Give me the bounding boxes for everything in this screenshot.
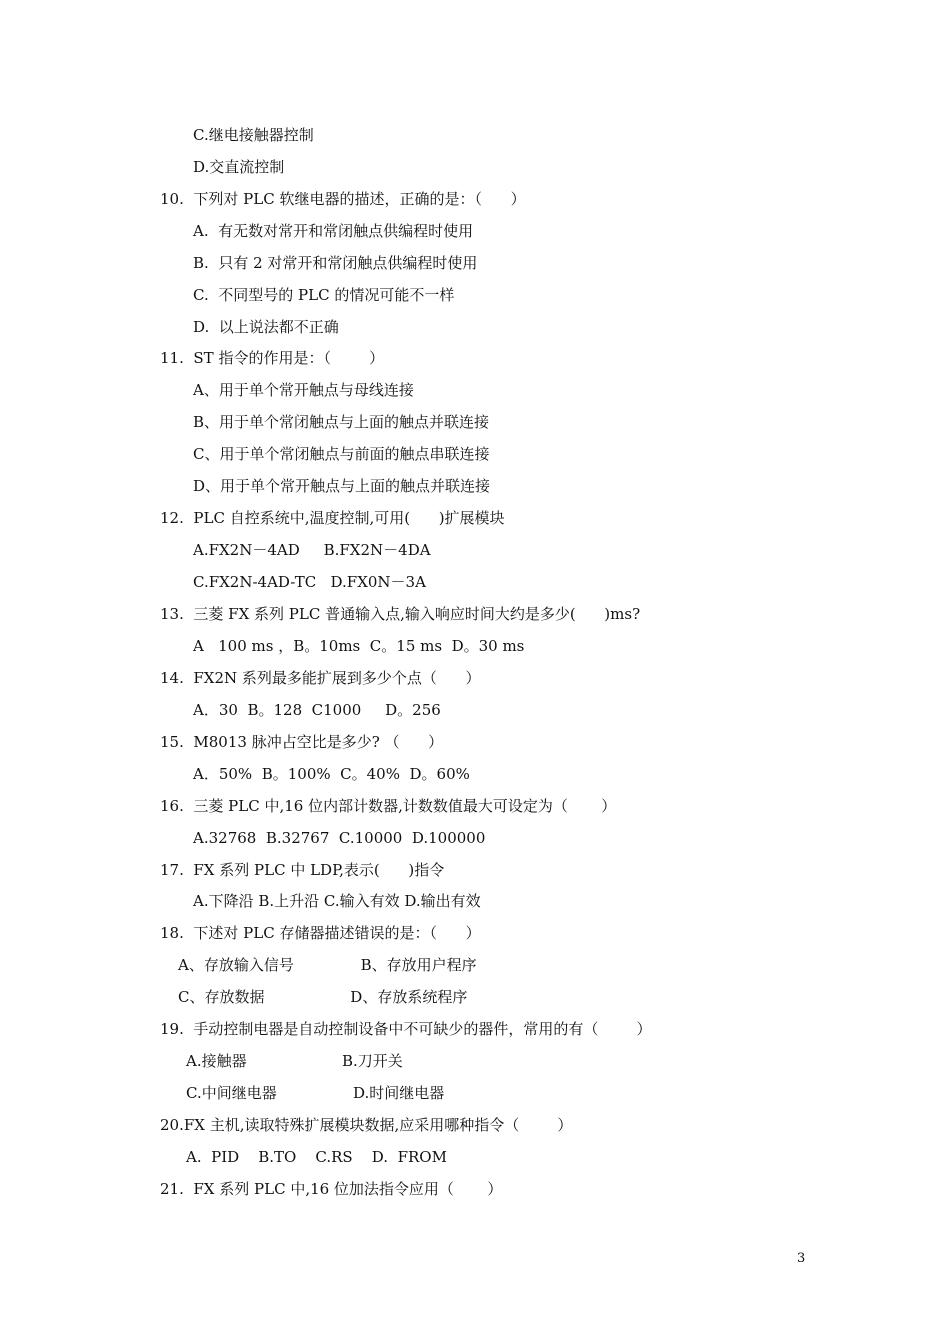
- option-line: A.32768 B.32767 C.10000 D.100000: [193, 829, 486, 847]
- option-line: D. 以上说法都不正确: [193, 318, 339, 336]
- option-line: A.下降沿 B.上升沿 C.输入有效 D.输出有效: [193, 892, 481, 910]
- option-line: A．50% B。100% C。40% D。60%: [193, 765, 470, 783]
- question-line: 12. PLC 自控系统中,温度控制,可用( )扩展模块: [160, 509, 505, 527]
- option-line: D.交直流控制: [193, 158, 285, 176]
- option-line: A.接触器 B.刀开关: [186, 1052, 403, 1070]
- option-line: D、用于单个常开触点与上面的触点并联连接: [193, 477, 491, 495]
- question-line: 14. FX2N 系列最多能扩展到多少个点（ ）: [160, 669, 481, 687]
- question-line: 15. M8013 脉冲占空比是多少? （ ）: [160, 733, 444, 751]
- option-line: C、存放数据 D、存放系统程序: [178, 988, 468, 1006]
- option-line: C.FX2N-4AD-TC D.FX0N－3A: [193, 573, 426, 591]
- option-line: C.继电接触器控制: [193, 126, 314, 144]
- question-line: 18. 下述对 PLC 存储器描述错误的是：（ ）: [160, 924, 481, 942]
- option-line: C.中间继电器 D.时间继电器: [186, 1084, 445, 1102]
- question-line: 17. FX 系列 PLC 中 LDP,表示( )指令: [160, 861, 445, 879]
- option-line: A. 有无数对常开和常闭触点供编程时使用: [193, 222, 474, 240]
- option-line: C、用于单个常闭触点与前面的触点串联连接: [193, 445, 490, 463]
- question-line: 21. FX 系列 PLC 中,16 位加法指令应用（ ）: [160, 1180, 503, 1198]
- option-line: B、用于单个常闭触点与上面的触点并联连接: [193, 413, 490, 431]
- option-line: A 100 ms ，B。10ms C。15 ms D。30 ms: [193, 637, 525, 655]
- option-line: A. PID B.TO C.RS D. FROM: [186, 1148, 447, 1166]
- option-line: C. 不同型号的 PLC 的情况可能不一样: [193, 286, 455, 304]
- option-line: A.FX2N－4AD B.FX2N－4DA: [193, 541, 431, 559]
- question-line: 16. 三菱 PLC 中,16 位内部计数器,计数数值最大可设定为（ ）: [160, 797, 617, 815]
- question-line: 20.FX 主机,读取特殊扩展模块数据,应采用哪种指令（ ）: [160, 1116, 573, 1134]
- question-line: 13. 三菱 FX 系列 PLC 普通输入点,输入响应时间大约是多少( )ms?: [160, 605, 641, 623]
- option-line: A．30 B。128 C1000 D。256: [193, 701, 441, 719]
- option-line: A、存放输入信号 B、存放用户程序: [178, 956, 477, 974]
- option-line: B. 只有 2 对常开和常闭触点供编程时使用: [193, 254, 478, 272]
- question-line: 10. 下列对 PLC 软继电器的描述，正确的是：（ ）: [160, 190, 526, 208]
- question-line: 11. ST 指令的作用是：（ ）: [160, 349, 385, 367]
- option-line: A、用于单个常开触点与母线连接: [193, 381, 414, 399]
- page-number: 3: [797, 1251, 806, 1266]
- question-line: 19. 手动控制电器是自动控制设备中不可缺少的器件，常用的有（ ）: [160, 1020, 652, 1038]
